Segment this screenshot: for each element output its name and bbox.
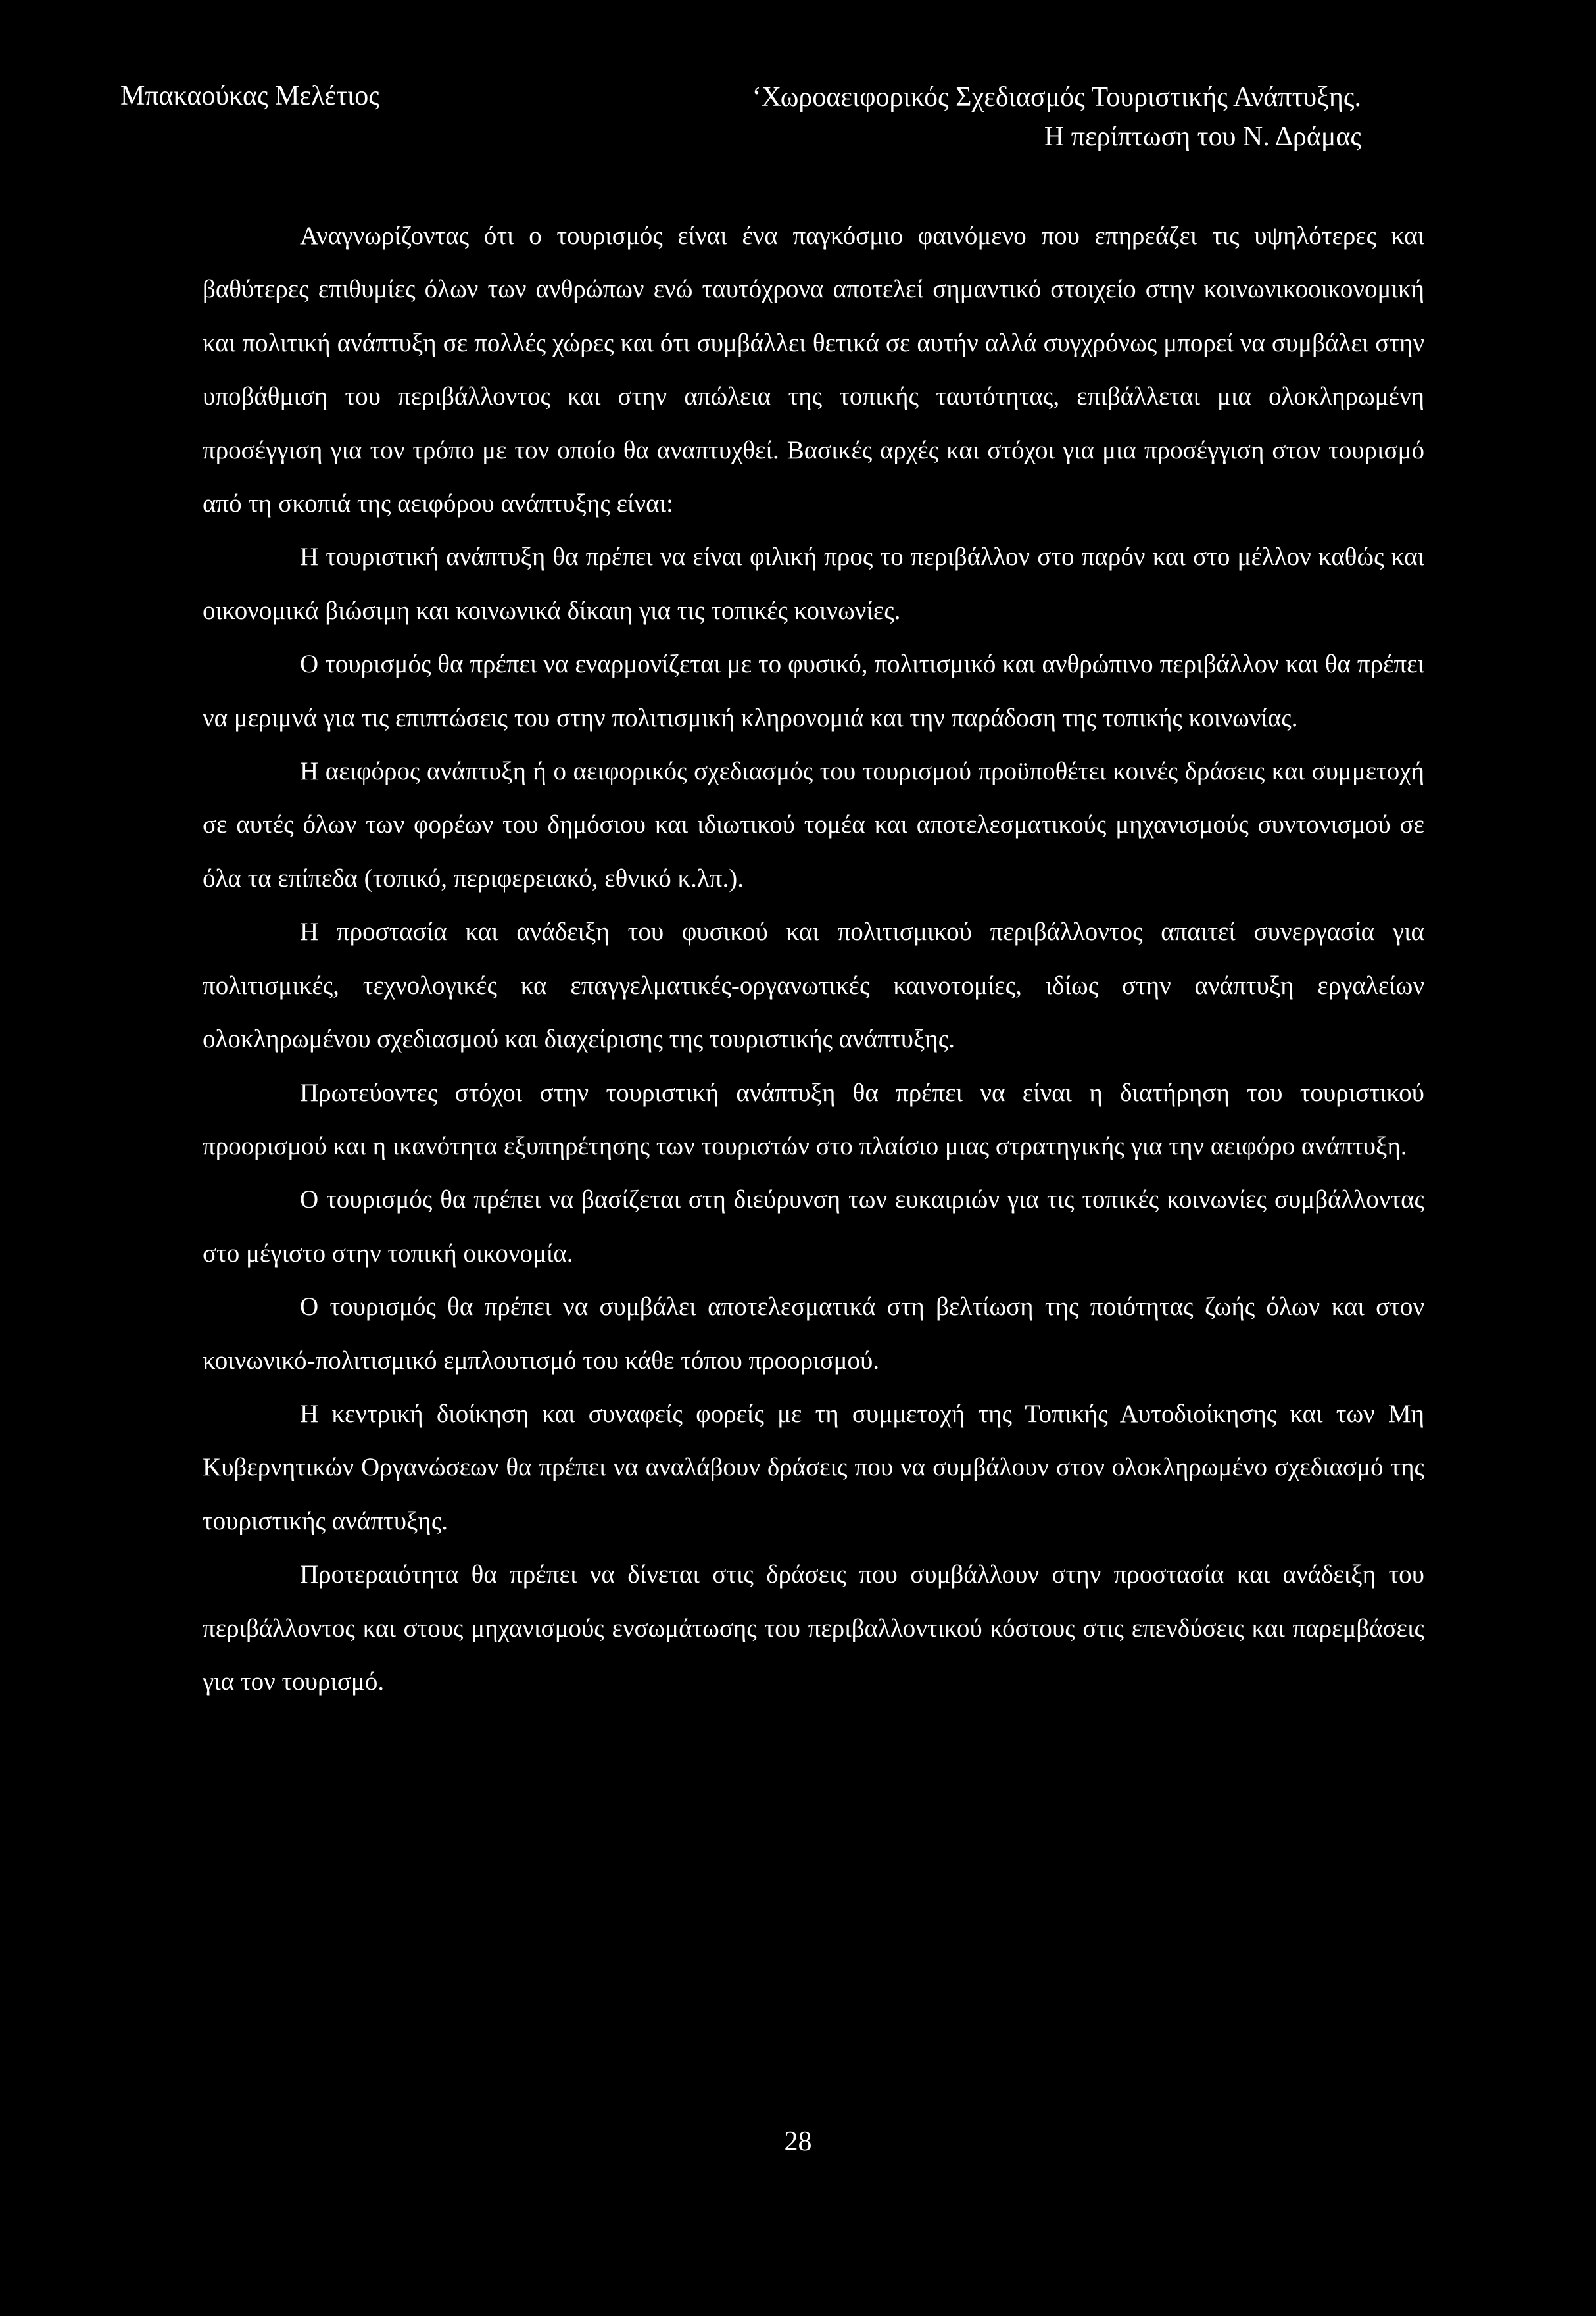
paragraph: Η προστασία και ανάδειξη του φυσικού και πολιτισμικού περιβάλλοντος απαιτεί συνεργασία για πολιτισμικές, τεχνολογικές κα επαγγελματικές-οργανωτικές καινοτομίες, ιδίως στην ανάπτυξη εργαλείων ολοκληρωμένου σχεδιασμού και διαχείρισης της τουριστικής ανάπτυξης. xyxy=(203,918,1424,1054)
paragraph: Η τουριστική ανάπτυξη θα πρέπει να είναι φιλική προς το περιβάλλον στο παρόν και στο μέλλον καθώς και οικονομικά βιώσιμη και κοινωνικά δίκαιη για τις τοπικές κοινωνίες. xyxy=(203,543,1424,625)
header-title-line-1: ‘Χωροαειφορικός Σχεδιασμός Τουριστικής Ανάπτυξης. xyxy=(752,82,1361,112)
paragraph: Ο τουρισμός θα πρέπει να εναρμονίζεται με το φυσικό, πολιτισμικό και ανθρώπινο περιβάλλον και θα πρέπει να μεριμνά για τις επιπτώσεις του στην πολιτισμική κληρονομιά και την παράδοση της τοπικής κοινωνίας. xyxy=(203,650,1424,732)
paragraph: Αναγνωρίζοντας ότι ο τουρισμός είναι ένα παγκόσμιο φαινόμενο που επηρεάζει τις υψηλότερες και βαθύτερες επιθυμίες όλων των ανθρώπων ενώ ταυτόχρονα αποτελεί σημαντικό στοιχείο στην κοινωνικοοικονομική και πολιτική ανάπτυξη σε πολλές χώρες και ότι συμβάλλει θετικά σε αυτήν αλλά συγχρόνως μπορεί να συμβάλει στην υποβάθμιση του περιβάλλοντος και στην απώλεια της τοπικής ταυτότητας, επιβάλλεται μια ολοκληρωμένη προσέγγιση για τον τρόπο με τον οποίο θα αναπτυχθεί. Βασικές αρχές και στόχοι για μια προσέγγιση στον τουρισμό από τη σκοπιά της αειφόρου ανάπτυξης είναι: xyxy=(203,222,1424,518)
paragraph: Ο τουρισμός θα πρέπει να συμβάλει αποτελεσματικά στη βελτίωση της ποιότητας ζωής όλων και στον κοινωνικό-πολιτισμικό εμπλουτισμό του κάθε τόπου προορισμού. xyxy=(203,1293,1424,1375)
header-title-line-2: Η περίπτωση του Ν. Δράμας xyxy=(1044,122,1361,152)
paragraph: Ο τουρισμός θα πρέπει να βασίζεται στη διεύρυνση των ευκαιριών για τις τοπικές κοινωνίες συμβάλλοντας στο μέγιστο στην τοπική οικονομία. xyxy=(203,1185,1424,1268)
header-title xyxy=(630,78,1361,157)
paragraph: Προτεραιότητα θα πρέπει να δίνεται στις δράσεις που συμβάλλουν στην προστασία και ανάδειξη του περιβάλλοντος και στους μηχανισμούς ενσωμάτωσης του περιβαλλοντικού κόστους στις επενδύσεις και παρεμβάσεις για τον τουρισμό. xyxy=(203,1560,1424,1696)
paragraph: Πρωτεύοντες στόχοι στην τουριστική ανάπτυξη θα πρέπει να είναι η διατήρηση του τουριστικού προορισμού και η ικανότητα εξυπηρέτησης των τουριστών στο πλαίσιο μιας στρατηγικής για την αειφόρο ανάπτυξη. xyxy=(203,1078,1424,1160)
header-author: Μπακαούκας Μελέτιος xyxy=(120,81,379,111)
page-number: 28 xyxy=(784,2127,812,2157)
document-body xyxy=(203,209,1424,1708)
paragraph: Η κεντρική διοίκηση και συναφείς φορείς με τη συμμετοχή της Τοπικής Αυτοδιοίκησης και των Μη Κυβερνητικών Οργανώσεων θα πρέπει να αναλάβουν δράσεις που να συμβάλουν στον ολοκληρωμένο σχεδιασμό της τουριστικής ανάπτυξης. xyxy=(203,1399,1424,1535)
paragraph: Η αειφόρος ανάπτυξη ή ο αειφορικός σχεδιασμός του τουρισμού προϋποθέτει κοινές δράσεις και συμμετοχή σε αυτές όλων των φορέων του δημόσιου και ιδιωτικού τομέα και αποτελεσματικούς μηχανισμούς συντονισμού σε όλα τα επίπεδα (τοπικό, περιφερειακό, εθνικό κ.λπ.). xyxy=(203,757,1424,893)
